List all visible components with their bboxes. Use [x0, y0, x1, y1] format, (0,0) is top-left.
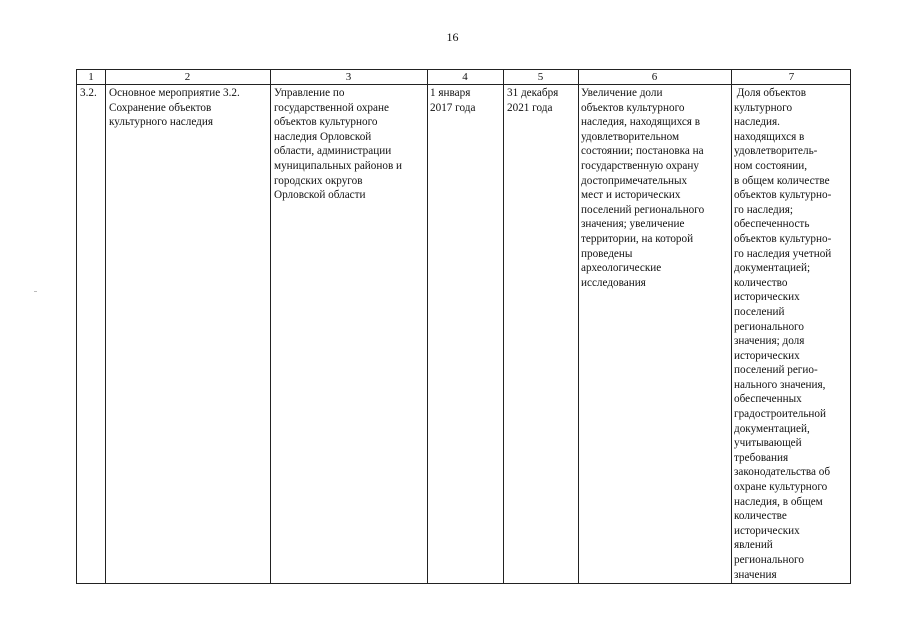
- header-cell-3: 3: [345, 71, 352, 83]
- column-divider: [578, 70, 579, 583]
- cell-responsible: Управление по государственной охране объектов культурного наследия Орловской области, администрации муниципальных районов и городских округов Орловской области: [274, 87, 403, 202]
- cell-expected-result: Увеличение доли объектов культурного наследия, находящихся в удовлетворительном состоянии; постановка на государственную охрану достопримечательных мест и исторических поселений регионального значения; увеличение территории, на которой проведены археологические исследования: [581, 87, 705, 289]
- column-divider: [270, 70, 271, 583]
- header-cell-6: 6: [651, 71, 658, 83]
- header-cell-5: 5: [537, 71, 544, 83]
- header-cell-1: 1: [88, 71, 94, 83]
- column-divider: [503, 70, 504, 583]
- cell-end-date: 31 декабря 2021 года: [507, 87, 559, 114]
- header-cell-2: 2: [184, 71, 191, 83]
- column-divider: [427, 70, 428, 583]
- cell-indicators: Доля объектов культурного наследия. находящихся в удовлетворитель- ном состоянии, в общем количестве объектов культурно- го наследия; обеспеченность объектов культурно- го наследия учетной документацией; количество исторических поселений регионального значения; доля исторических поселений регио- нального значения, обеспеченных градостроительной документацией, учитывающей требования законодательства об охране культурного наследия, в общем количестве исторических явлений регионального значения: [734, 87, 832, 581]
- header-cell-4: 4: [462, 71, 468, 83]
- cell-activity: Основное мероприятие 3.2. Сохранение объектов культурного наследия: [109, 87, 240, 129]
- scan-mark: [34, 291, 37, 292]
- column-divider: [731, 70, 732, 583]
- header-cell-7: 7: [788, 71, 795, 83]
- column-divider: [105, 70, 106, 583]
- activities-table: [76, 69, 851, 584]
- cell-start-date: 1 января 2017 года: [430, 87, 476, 114]
- cell-number: 3.2.: [80, 87, 97, 99]
- page-number: 16: [446, 30, 459, 44]
